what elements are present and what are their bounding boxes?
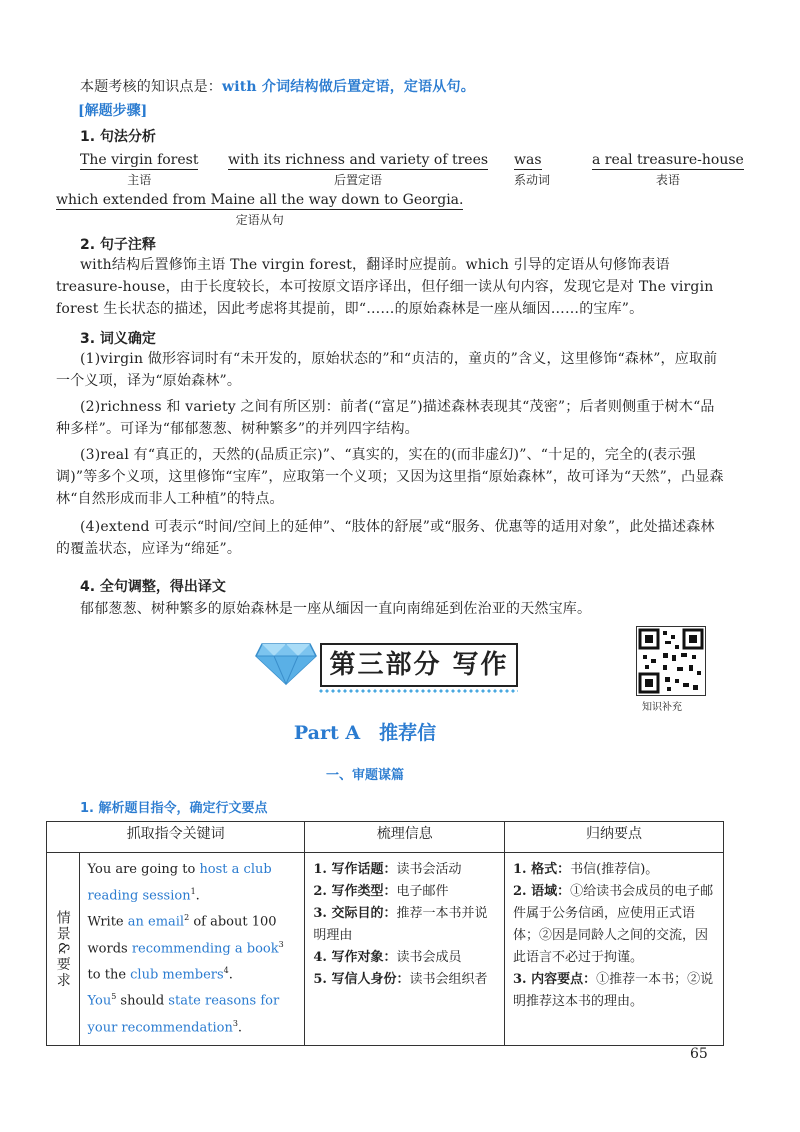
kw-text: . bbox=[195, 888, 200, 904]
info-val: 读书会成员 bbox=[396, 950, 462, 965]
kw-text: . bbox=[228, 967, 233, 983]
seg-5-text: which extended from Maine all the way down to Georgia. bbox=[56, 192, 464, 208]
qr-code-icon[interactable] bbox=[636, 626, 706, 696]
kw-email: an email bbox=[127, 914, 185, 930]
kw-text: to the bbox=[87, 967, 131, 983]
kw-text: of about 100 words bbox=[87, 914, 277, 956]
banner-dots bbox=[318, 689, 518, 693]
steps-bracket: [解题步骤] bbox=[78, 103, 148, 119]
kw-text: . bbox=[237, 1019, 243, 1035]
seg-3-label: 系动词 bbox=[514, 173, 551, 187]
kw-club-members: club members bbox=[130, 967, 224, 983]
kw-sup: 5 bbox=[111, 992, 117, 1002]
point-item bbox=[513, 881, 715, 969]
sub-title: 1. 解析题目指令，确定行文要点 bbox=[80, 801, 268, 816]
info-item bbox=[313, 859, 496, 881]
seg-1-label: 主语 bbox=[127, 173, 152, 187]
kw-sup: 2 bbox=[184, 913, 190, 923]
info-key: 5. 写信人身份： bbox=[313, 972, 410, 987]
page-number: 65 bbox=[690, 1046, 708, 1062]
kw-recommending: recommending a book bbox=[131, 940, 279, 956]
point-key: 1. 格式： bbox=[513, 862, 571, 877]
step3-item-1: (1)virgin 做形容词时有“未开发的，原始状态的”和“贞洁的，童贞的”含义，这里修饰“森林”，应取前一个义项，译为“原始森林”。 bbox=[56, 351, 718, 389]
step2-title: 2. 句子注释 bbox=[80, 237, 156, 253]
step3-item-4: (4)extend 可表示“时间/空间上的延伸”、“肢体的舒展”或“服务、优惠等的适用对象”，此处描述森林的覆盖状态，应译为“绵延”。 bbox=[56, 519, 715, 557]
row-label: 情景&要求 bbox=[54, 909, 71, 989]
seg-5-label: 定语从句 bbox=[235, 213, 284, 227]
seg-3-text: was bbox=[514, 152, 542, 168]
table-row bbox=[47, 853, 724, 1046]
intro-points: with 介词结构做后置定语，定语从句。 bbox=[222, 79, 475, 95]
seg-4-text: a real treasure-house bbox=[592, 152, 744, 168]
info-item bbox=[313, 881, 496, 903]
point-item bbox=[513, 969, 715, 1013]
step2-text: with结构后置修饰主语 The virgin forest，翻译时应提前。which 引导的定语从句修饰表语 treasure-house，由于长度较长，本可按原文语序译出，但仔细一读从句内容，发现它是对 The virgin forest 生长状态的描述，因此考虑将其提前，即“……的原始森林是一座从缅因……的宝库”。 bbox=[56, 257, 714, 317]
info-key: 4. 写作对象： bbox=[313, 950, 397, 965]
info-key: 3. 交际目的： bbox=[313, 906, 397, 921]
step4-title: 4. 全句调整，得出译文 bbox=[80, 579, 226, 595]
kw-sup: 3 bbox=[232, 1018, 238, 1028]
table-header-1: 抓取指令关键词 bbox=[47, 822, 305, 853]
analysis-seg-4 bbox=[592, 152, 744, 188]
kw-sup: 3 bbox=[278, 939, 284, 949]
kw-sup: 1 bbox=[190, 887, 196, 896]
kw-host-session: host a club reading session bbox=[87, 862, 272, 904]
seg-2-text: with its richness and variety of trees bbox=[228, 152, 489, 168]
step1-title: 1. 句法分析 bbox=[80, 129, 156, 145]
row-label-cell bbox=[47, 853, 80, 1046]
kw-text: Write bbox=[87, 914, 128, 930]
table-header-2: 梳理信息 bbox=[305, 822, 505, 853]
intro-line bbox=[80, 76, 740, 98]
point-val: ①推荐一本书；②说明推荐这本书的理由。 bbox=[513, 972, 714, 1009]
part-title: Part A 推荐信 bbox=[293, 722, 437, 744]
step3-item-2: (2)richness 和 variety 之间有所区别：前者(“富足”)描述森林表现其“茂密”；后者则侧重于树木“品种多样”。可译为“郁郁葱葱、树种繁多”的并列四字结构。 bbox=[56, 399, 715, 437]
info-key: 1. 写作话题： bbox=[313, 862, 397, 877]
requirements-table bbox=[46, 821, 724, 1046]
point-item bbox=[513, 859, 715, 881]
info-val: 读书会组织者 bbox=[409, 972, 488, 987]
section-title: 一、审题谋篇 bbox=[325, 768, 404, 783]
intro-prefix: 本题考核的知识点是： bbox=[80, 79, 222, 95]
point-val: 书信(推荐信)。 bbox=[570, 862, 659, 877]
info-item bbox=[313, 969, 496, 991]
qr-caption: 知识补充 bbox=[642, 702, 682, 713]
kw-sup: 4 bbox=[223, 965, 229, 975]
seg-2-label: 后置定语 bbox=[334, 173, 383, 187]
banner-title: 第三部分 写作 bbox=[320, 643, 518, 687]
step3-item-3: (3)real 有“真正的，天然的(品质正宗)”、“真实的，实在的(而非虚幻)”、“十足的，完全的(表示强调)”等多个义项，这里修饰“宝库”，应取第一个义项；又因为这里指“原始森林”，故可译为“天然”，凸显森林“自然形成而非人工种植”的特点。 bbox=[56, 447, 724, 507]
kw-text: You are going to bbox=[87, 862, 200, 877]
point-key: 3. 内容要点： bbox=[513, 972, 597, 987]
info-item bbox=[313, 903, 496, 947]
analysis-seg-5 bbox=[56, 192, 463, 228]
step3-title: 3. 词义确定 bbox=[80, 331, 156, 347]
table-header-row bbox=[47, 822, 724, 853]
info-cell bbox=[305, 853, 505, 1046]
analysis-seg-1 bbox=[80, 152, 198, 188]
analysis-seg-2 bbox=[228, 152, 488, 188]
table-header-3: 归纳要点 bbox=[505, 822, 724, 853]
point-key: 2. 语域： bbox=[513, 884, 571, 899]
kw-you: You bbox=[87, 993, 112, 1009]
seg-1-text: The virgin forest bbox=[80, 152, 199, 168]
info-key: 2. 写作类型： bbox=[313, 884, 397, 899]
keywords-cell bbox=[79, 853, 305, 1046]
point-val: ①给读书会成员的电子邮件属于公务信函，应使用正式语体；②因是同龄人之间的交流，因此语言不必过于拘谨。 bbox=[513, 884, 714, 965]
info-val: 读书会活动 bbox=[396, 862, 462, 877]
kw-state-reasons: state reasons for your recommendation bbox=[87, 993, 280, 1035]
info-val: 电子邮件 bbox=[396, 884, 449, 899]
kw-text: should bbox=[116, 993, 169, 1009]
analysis-seg-3 bbox=[514, 152, 550, 188]
points-cell bbox=[505, 853, 724, 1046]
step4-text: 郁郁葱葱、树种繁多的原始森林是一座从缅因一直向南绵延到佐治亚的天然宝库。 bbox=[80, 601, 592, 617]
info-item bbox=[313, 947, 496, 969]
info-val: 推荐一本书并说明理由 bbox=[313, 906, 488, 943]
seg-4-label: 表语 bbox=[655, 173, 680, 187]
diamond-icon bbox=[254, 640, 318, 690]
